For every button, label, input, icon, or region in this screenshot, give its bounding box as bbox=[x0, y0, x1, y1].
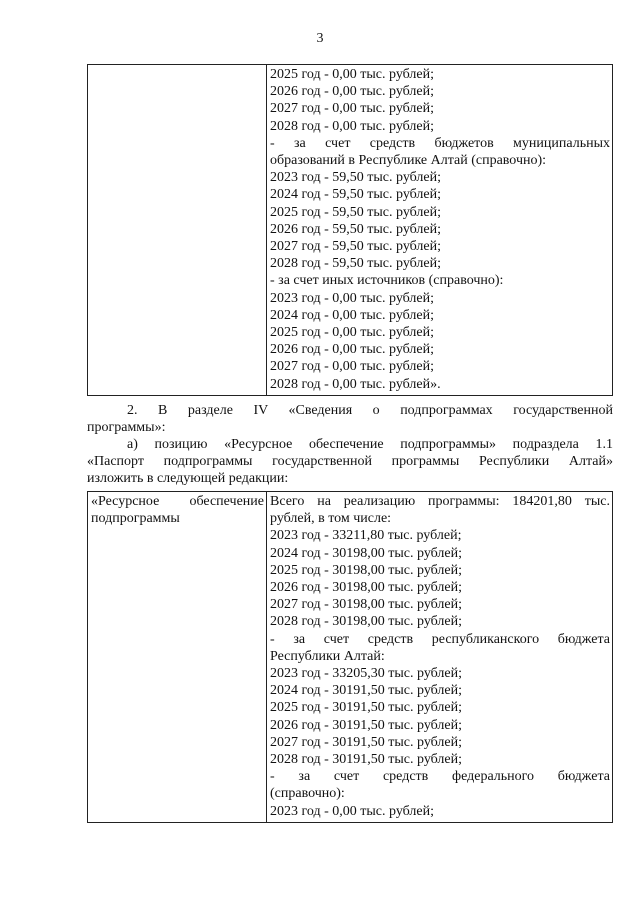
funding-line: 2023 год - 0,00 тыс. рублей; bbox=[270, 803, 435, 819]
table-cell-right bbox=[267, 492, 613, 823]
republic-funding-heading-cont: Республики Алтай: bbox=[270, 648, 385, 664]
funding-line: 2024 год - 30198,00 тыс. рублей; bbox=[270, 545, 463, 561]
page-number: 3 bbox=[316, 31, 324, 46]
table-row bbox=[88, 492, 613, 823]
funding-line: 2028 год - 0,00 тыс. рублей; bbox=[270, 118, 435, 134]
funding-line: 2025 год - 30198,00 тыс. рублей; bbox=[270, 562, 463, 578]
paragraph-subsection bbox=[87, 436, 613, 488]
funding-line: 2026 год - 30191,50 тыс. рублей; bbox=[270, 717, 463, 733]
total-funding-heading-cont: рублей, в том числе: bbox=[270, 511, 392, 527]
federal-funding-heading-cont: (справочно): bbox=[270, 786, 345, 802]
paragraph-line: 2. В разделе IV «Сведения о подпрограммах государственной bbox=[127, 403, 613, 418]
paragraph-line: «Паспорт подпрограммы государственной программы Республики Алтай» bbox=[87, 454, 613, 470]
funding-line: 2024 год - 59,50 тыс. рублей; bbox=[270, 187, 442, 203]
position-label: «Ресурсное обеспечение bbox=[91, 494, 264, 509]
funding-line: 2026 год - 0,00 тыс. рублей; bbox=[270, 342, 435, 358]
republic-funding-heading: - за счет средств республиканского бюджета bbox=[270, 631, 610, 647]
paragraph-line: программы»: bbox=[87, 420, 166, 436]
federal-funding-heading: - за счет средств федерального бюджета bbox=[270, 769, 610, 785]
resource-table-new bbox=[87, 491, 613, 823]
table-cell-left bbox=[88, 492, 267, 823]
funding-line: 2028 год - 30198,00 тыс. рублей; bbox=[270, 614, 463, 630]
funding-line: 2027 год - 59,50 тыс. рублей; bbox=[270, 239, 442, 255]
other-funding-heading: - за счет иных источников (справочно): bbox=[270, 273, 504, 289]
funding-line: 2028 год - 30191,50 тыс. рублей; bbox=[270, 752, 463, 768]
paragraph-line: изложить в следующей редакции: bbox=[87, 471, 289, 487]
paragraph-line: а) позицию «Ресурсное обеспечение подпрограммы» подраздела 1.1 bbox=[127, 437, 613, 452]
funding-line: 2023 год - 33211,80 тыс. рублей; bbox=[270, 528, 462, 544]
funding-line: 2023 год - 33205,30 тыс. рублей; bbox=[270, 666, 463, 682]
funding-line: 2025 год - 30191,50 тыс. рублей; bbox=[270, 700, 463, 716]
funding-line: 2026 год - 30198,00 тыс. рублей; bbox=[270, 580, 463, 596]
municipal-funding-heading-cont: образований в Республике Алтай (справочно): bbox=[270, 153, 547, 169]
funding-line: 2028 год - 59,50 тыс. рублей; bbox=[270, 256, 442, 272]
municipal-funding-heading: - за счет средств бюджетов муниципальных bbox=[270, 135, 610, 151]
funding-line: 2027 год - 0,00 тыс. рублей; bbox=[270, 359, 435, 375]
position-label-cont: подпрограммы bbox=[91, 511, 180, 527]
funding-line: 2025 год - 0,00 тыс. рублей; bbox=[270, 325, 435, 341]
table-row bbox=[88, 65, 613, 396]
funding-line: 2026 год - 59,50 тыс. рублей; bbox=[270, 221, 442, 237]
funding-line: 2023 год - 0,00 тыс. рублей; bbox=[270, 290, 435, 306]
funding-line: 2028 год - 0,00 тыс. рублей». bbox=[270, 376, 441, 392]
table-cell-right bbox=[267, 65, 613, 396]
funding-line: 2025 год - 0,00 тыс. рублей; bbox=[270, 67, 435, 82]
funding-line: 2027 год - 0,00 тыс. рублей; bbox=[270, 101, 435, 117]
funding-line: 2027 год - 30191,50 тыс. рублей; bbox=[270, 734, 463, 750]
funding-line: 2025 год - 59,50 тыс. рублей; bbox=[270, 204, 442, 220]
funding-line: 2024 год - 30191,50 тыс. рублей; bbox=[270, 683, 463, 699]
funding-line: 2024 год - 0,00 тыс. рублей; bbox=[270, 307, 435, 323]
funding-line: 2023 год - 59,50 тыс. рублей; bbox=[270, 170, 442, 186]
funding-line: 2027 год - 30198,00 тыс. рублей; bbox=[270, 597, 463, 613]
total-funding-heading: Всего на реализацию программы: 184201,80 тыс. bbox=[270, 494, 610, 509]
funding-line: 2026 год - 0,00 тыс. рублей; bbox=[270, 84, 435, 100]
resource-table-continued bbox=[87, 64, 613, 396]
paragraph-section-iv bbox=[87, 402, 613, 436]
table-cell-left bbox=[88, 65, 267, 396]
